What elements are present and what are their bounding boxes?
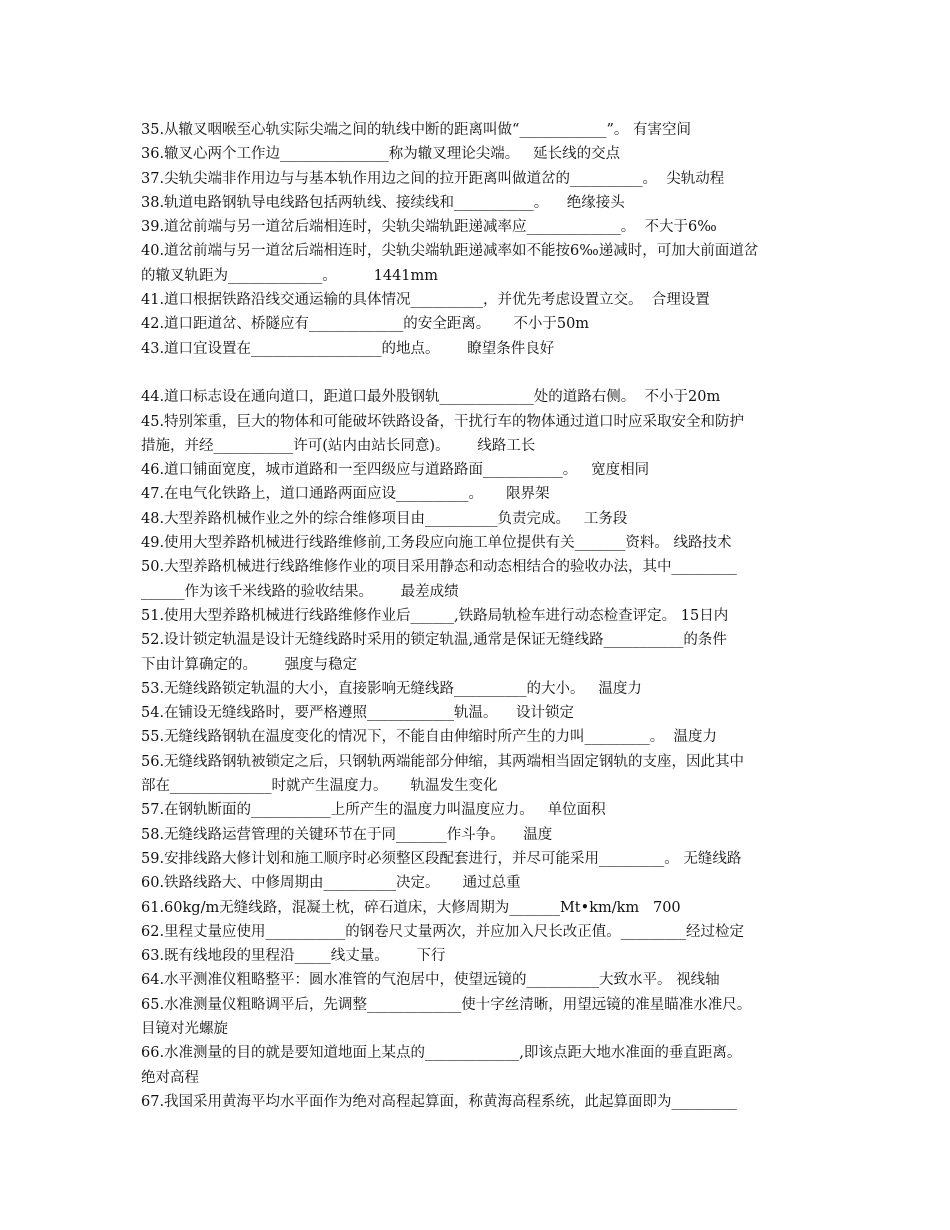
- question-line: 66.水准测量的目的就是要知道地面上某点的_____________,即该点距大地水准面的垂直距离。: [141, 1045, 742, 1062]
- question-line: 67.我国采用黄海平均水平面作为绝对高程起算面，称黄海高程系统，此起算面即为_________: [141, 1093, 737, 1110]
- question-line: 39.道岔前端与另一道岔后端相连时，尖轨尖端轨距递减率应_____________。 不大于6‰: [141, 219, 717, 236]
- question-line: 45.特别笨重，巨大的物体和可能破坏铁路设备，干扰行车的物体通过道口时应采取安全和防护: [141, 413, 745, 430]
- question-line: 绝对高程: [141, 1069, 199, 1086]
- question-line: 60.铁路线路大、中修周期由__________决定。 通过总重: [141, 875, 521, 892]
- question-line: 63.既有线地段的里程沿_____线丈量。 下行: [141, 948, 446, 965]
- question-line: 44.道口标志设在通向道口，距道口最外股钢轨_____________处的道路右侧。 不小于20m: [141, 389, 721, 406]
- question-line: 50.大型养路机械进行线路维修作业的项目采用静态和动态相结合的验收办法，其中_________: [141, 559, 737, 576]
- question-line: 51.使用大型养路机械进行线路维修作业后______,铁路局轨检车进行动态检查评定。 15日内: [141, 607, 729, 624]
- question-line: 58.无缝线路运营管理的关键环节在于同_______作斗争。 温度: [141, 826, 553, 843]
- question-line: 37.尖轨尖端非作用边与与基本轨作用边之间的拉开距离叫做道岔的__________。 尖轨动程: [141, 170, 725, 187]
- question-line: 36.辙叉心两个工作边_______________称为辙叉理论尖端。 延长线的交点: [141, 146, 621, 163]
- question-line: ______作为该千米线路的验收结果。 最差成绩: [141, 583, 459, 600]
- question-line: 43.道口宜设置在__________________的地点。 瞭望条件良好: [141, 340, 555, 357]
- question-line: 54.在铺设无缝线路时，要严格遵照____________轨温。 设计锁定: [141, 705, 574, 722]
- question-line: 42.道口距道岔、桥隧应有_____________的安全距离。 不小于50m: [141, 316, 590, 333]
- question-line: 53.无缝线路锁定轨温的大小，直接影响无缝线路__________的大小。 温度力: [141, 680, 642, 697]
- question-line: 65.水准测量仪粗略调平后，先调整_____________使十字丝清晰，用望远镜的准星瞄准水准尺。: [141, 996, 752, 1013]
- question-line: 46.道口铺面宽度，城市道路和一至四级应与道路路面___________。 宽度相同: [141, 462, 650, 479]
- blank-line: [141, 361, 811, 385]
- question-line: 目镜对光螺旋: [141, 1020, 228, 1037]
- question-line: 部在______________时就产生温度力。 轨温发生变化: [141, 778, 498, 795]
- question-line: 35.从辙叉咽喉至心轨实际尖端之间的轨线中断的距离叫做“____________”。 有害空间: [141, 122, 691, 138]
- question-line: 措施，并经___________许可(站内由站长同意)。 线路工长: [141, 437, 536, 454]
- question-line: 59.安排线路大修计划和施工顺序时必须整区段配套进行，并尽可能采用_________。 无缝线路: [141, 850, 742, 867]
- question-line: 55.无缝线路钢轨在温度变化的情况下，不能自由伸缩时所产生的力叫_________。 温度力: [141, 729, 718, 746]
- question-line: 40.道岔前端与另一道岔后端相连时，尖轨尖端轨距递减率如不能按6‰递减时，可加大前面道岔: [141, 243, 759, 260]
- question-line: 的辙叉轨距为_____________。 1441mm: [141, 267, 439, 284]
- question-line: 47.在电气化铁路上，道口通路两面应设__________。 限界架: [141, 486, 550, 503]
- question-line: 64.水平测准仪粗略整平：圆水准管的气泡居中，使望远镜的__________大致水平。 视线轴: [141, 972, 720, 989]
- question-line: 48.大型养路机械作业之外的综合维修项目由__________负责完成。 工务段: [141, 510, 628, 527]
- question-line: 52.设计锁定轨温是设计无缝线路时采用的锁定轨温,通常是保证无缝线路___________的条件: [141, 632, 727, 649]
- question-line: 49.使用大型养路机械进行线路维修前,工务段应向施工单位提供有关_______资料。 线路技术: [141, 535, 732, 552]
- question-line: 57.在钢轨断面的___________上所产生的温度力叫温度应力。 单位面积: [141, 802, 606, 819]
- question-line: 下由计算确定的。 强度与稳定: [141, 656, 358, 673]
- question-line: 41.道口根据铁路沿线交通运输的具体情况__________，并优先考虑设置立交。 合理设置: [141, 292, 710, 309]
- question-line: 38.轨道电路钢轨导电线路包括两轨线、接续线和___________。 绝缘接头: [141, 194, 625, 211]
- question-line: 56.无缝线路钢轨被锁定之后，只钢轨两端能部分伸缩，其两端相当固定钢轨的支座，因此其中: [141, 753, 745, 770]
- question-line: 62.里程丈量应使用___________的钢卷尺丈量两次，并应加入尺长改正值。_________经过检定: [141, 923, 745, 940]
- question-line: 61.60kg/m无缝线路，混凝土枕，碎石道床，大修周期为_______Mt•km/km 700: [141, 899, 681, 916]
- document-page: [141, 118, 811, 1114]
